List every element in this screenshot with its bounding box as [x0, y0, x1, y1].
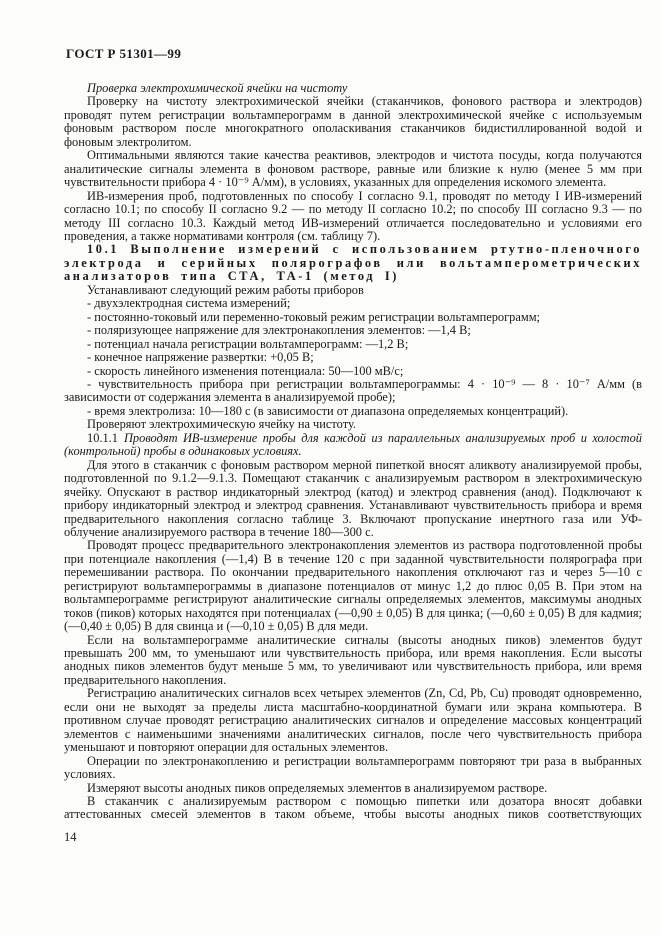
list-item: - конечное напряжение развертки: +0,05 В; [87, 350, 314, 365]
list-item: - постоянно-токовый или переменно-токовый режим регистрации вольтамперограмм; [87, 309, 540, 324]
paragraph: Измеряют высоты анодных пиков определяемых элементов в анализируемом растворе. [87, 780, 548, 795]
paragraph: Регистрацию аналитических сигналов всех четырех элементов (Zn, Cd, Pb, Cu) проводят одновременно, если они не выходят за пределы листа масштабно-координатной бумаги или экрана компьютера. В противном случае проводят регистрацию аналитических сигналов и определение массовых концентраций элементов с наименьшими значениями аналитических сигналов, после чего чувствительность прибора уменьшают и повторяют операции для остальных элементов. [64, 686, 642, 755]
clause-heading-10-1: 10.1 Выполнение измерений с использованием ртутно-пленочного электрода и серийных полярографов или вольтамперометрических анализаторов типа СТА, ТА-1 (метод I) [64, 242, 642, 284]
clause-heading-10-1-1 [64, 432, 642, 459]
paragraph: Если на вольтамперограмме аналитические сигналы (высоты анодных пиков) элементов будут превышать 200 мм, то уменьшают или чувствительность прибора, или время накопления. Если высоты анодных пиков элементов будут меньше 5 мм, то увеличивают или чувствительность прибора, или время предварительного накопления. [64, 632, 642, 687]
paragraph: Операции по электронакоплению и регистрации вольтамперограмм повторяют три раза в выбранных условиях. [64, 753, 642, 782]
paragraph: Оптимальными являются такие качества реактивов, электродов и чистота посуды, когда получаются аналитические сигналы элемента в фоновом растворе, равные или близкие к нулю (менее 5 мм при чувствительности прибора 4 · 10⁻⁹ А/мм), в условиях, указанных для определения искомого элемента. [64, 148, 642, 190]
paragraph: ИВ-измерения проб, подготовленных по способу I согласно 9.1, проводят по методу I ИВ-измерений согласно 10.1; по способу II согласно 9.2 — по методу II согласно 10.2; по способу III согласно 9.3 — по методу III согласно 10.3. Каждый метод ИВ-измерений отличается последовательно и условиями его проведения, а также нормативами контроля (см. таблицу 7). [64, 188, 642, 243]
paragraph: Устанавливают следующий режим работы приборов [87, 282, 364, 297]
clause-number: 10.1.1 [87, 430, 118, 445]
document-body [64, 82, 642, 822]
page-number: 14 [64, 830, 77, 844]
list-item: - время электролиза: 10—180 с (в зависимости от диапазона определяемых концентраций). [87, 403, 569, 418]
list-item: - потенциал начала регистрации вольтамперограмм: —1,2 В; [87, 336, 409, 351]
paragraph: В стаканчик с анализируемым раствором с помощью пипетки или дозатора вносят добавки аттестованных смесей элементов в таком объеме, чтобы высоты анодных пиков соответствующих [64, 794, 642, 822]
list-item: - поляризующее напряжение для электронакопления элементов: —1,4 В; [87, 323, 471, 338]
list-item: - двухэлектродная система измерений; [87, 296, 291, 311]
list-item: - чувствительность прибора при регистрации вольтамперограммы: 4 · 10⁻⁹ — 8 · 10⁻⁷ А/мм (в зависимости от содержания элемента в анализируемой пробе); [64, 376, 642, 405]
paragraph: Проверяют электрохимическую ячейку на чистоту. [87, 417, 357, 432]
running-head: ГОСТ Р 51301—99 [66, 46, 182, 61]
list-item: - скорость линейного изменения потенциала: 50—100 мВ/с; [87, 363, 404, 378]
subsection-title: Проверка электрохимической ячейки на чистоту [87, 81, 348, 95]
paragraph: Проводят процесс предварительного электронакопления элементов из раствора подготовленной пробы при потенциале накопления (—1,4) В в течение 120 с при заданной чувствительности полярографа при перемешивании раствора. По окончании предварительного накопления отключают газ и через 5—10 с регистрируют вольтамперограммы в диапазоне потенциалов от минус 1,2 до плюс 0,05 В. При этом на вольтамперограмме регистрируют аналитические сигналы определяемых элементов, максимумы анодных токов (пиков) которых находятся при потенциалах (—0,90 ± 0,05) В для цинка; (—0,60 ± 0,05) В для кадмия; (—0,40 ± 0,05) В для свинца и (—0,10 ± 0,05) В для меди. [64, 538, 642, 634]
clause-title: Проводят ИВ-измерение пробы для каждой из параллельных анализируемых проб и холостой (контрольной) пробы в одинаковых условиях. [64, 430, 642, 459]
paragraph: Проверку на чистоту электрохимической ячейки (стаканчиков, фонового раствора и электродов) проводят путем регистрации вольтамперограмм в данной электрохимической ячейке с используемым фоновым раствором после многократного ополаскивания стаканчиков бидистиллированной водой и фоновым электролитом. [64, 94, 642, 149]
paragraph: Для этого в стаканчик с фоновым раствором мерной пипеткой вносят аликвоту анализируемой пробы, подготовленной по 9.1.2—9.1.3. Помещают стаканчик с анализируемым раствором в электрохимическую ячейку. Опускают в раствор индикаторный электрод (катод) и электрод сравнения (анод). Подключают к прибору индикаторный электрод и электрод сравнения. Устанавливают чувствительность прибора и время предварительного накопления согласно таблице 3. Включают пропускание инертного газа или УФ-облучение анализируемого раствора в течение 180—300 с. [64, 457, 642, 539]
